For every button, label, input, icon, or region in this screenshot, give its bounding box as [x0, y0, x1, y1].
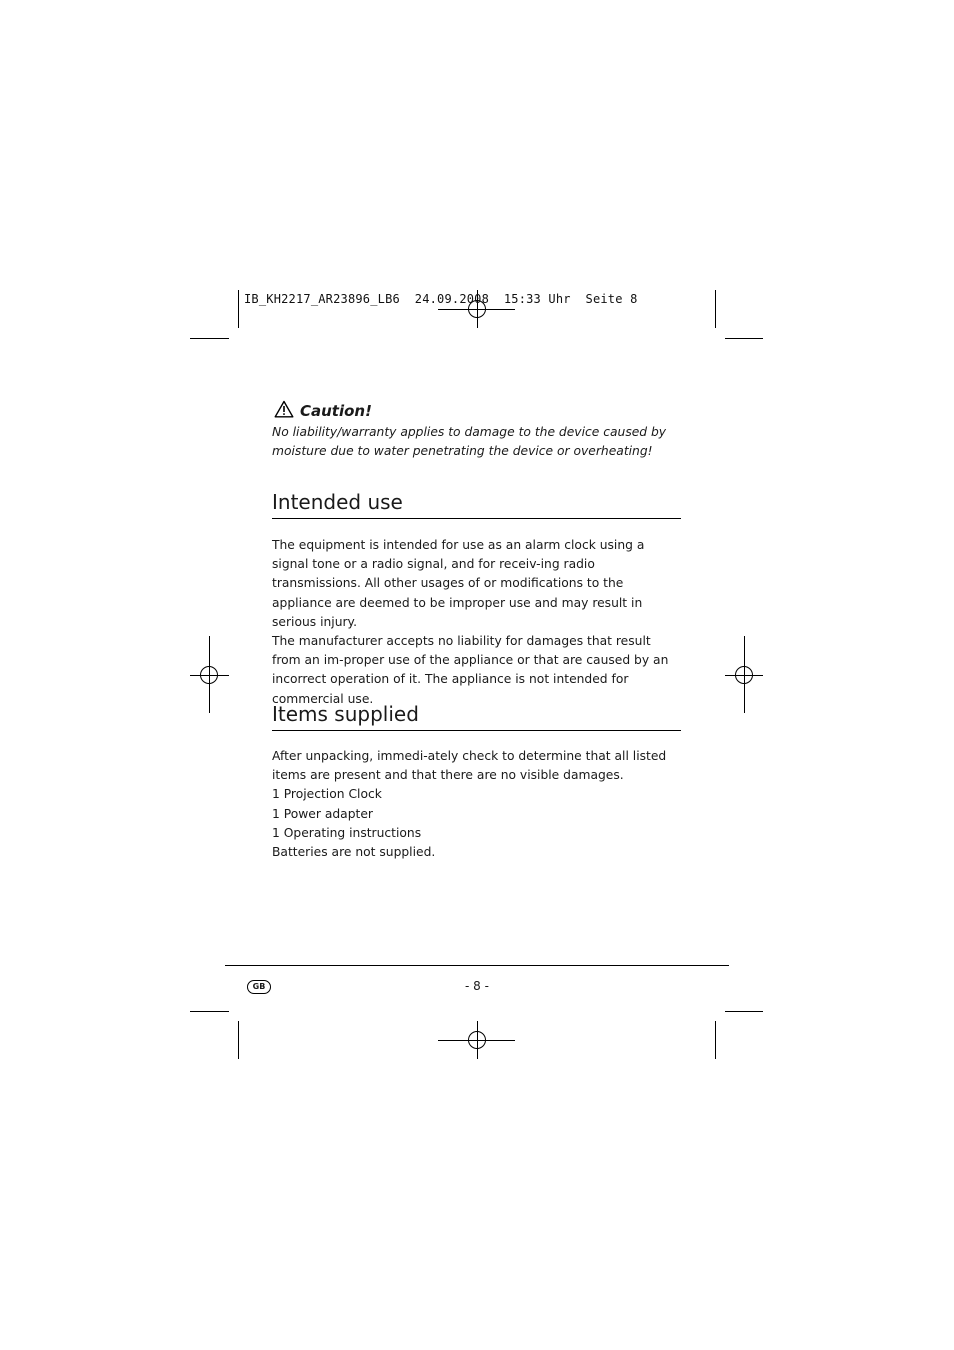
- paragraph: The equipment is intended for use as an alarm clock using a signal tone or a radio signal, and for receiv-ing radio transmissions. All other usages of or modifications to the appliance are deemed to be improper use and may result in serious injury.: [272, 538, 645, 629]
- items-note: Batteries are not supplied.: [272, 845, 436, 860]
- print-slug: IB_KH2217_AR23896_LB6 24.09.2008 15:33 Uhr Seite 8: [244, 292, 638, 306]
- items-supplied-heading: Items supplied: [272, 702, 419, 726]
- list-item: 1 Operating instructions: [272, 825, 422, 840]
- footer-rule: [225, 965, 729, 966]
- caution-text: No liability/warranty applies to damage to the device caused by moisture due to water penetrating the device or overheating!: [272, 425, 667, 458]
- intended-use-heading: Intended use: [272, 490, 403, 514]
- list-item: 1 Power adapter: [272, 806, 373, 821]
- intended-use-body: [272, 536, 681, 709]
- paragraph: The manufacturer accepts no liability for damages that result from an im-proper use of the appliance or that are caused by an incorrect operation of it. The appliance is not intended for commercial use.: [272, 634, 669, 706]
- section-divider: [272, 730, 681, 731]
- items-supplied-body: [272, 747, 681, 862]
- language-badge: GB: [247, 980, 271, 994]
- caution-title: Caution!: [300, 402, 372, 420]
- items-intro: After unpacking, immedi-ately check to determine that all listed items are present and that there are no visible damages.: [272, 749, 667, 783]
- list-item: 1 Projection Clock: [272, 787, 382, 802]
- warning-triangle-icon: [274, 400, 294, 422]
- caution-heading: [274, 400, 372, 422]
- page-number: - 8 -: [465, 979, 489, 993]
- section-divider: [272, 518, 681, 519]
